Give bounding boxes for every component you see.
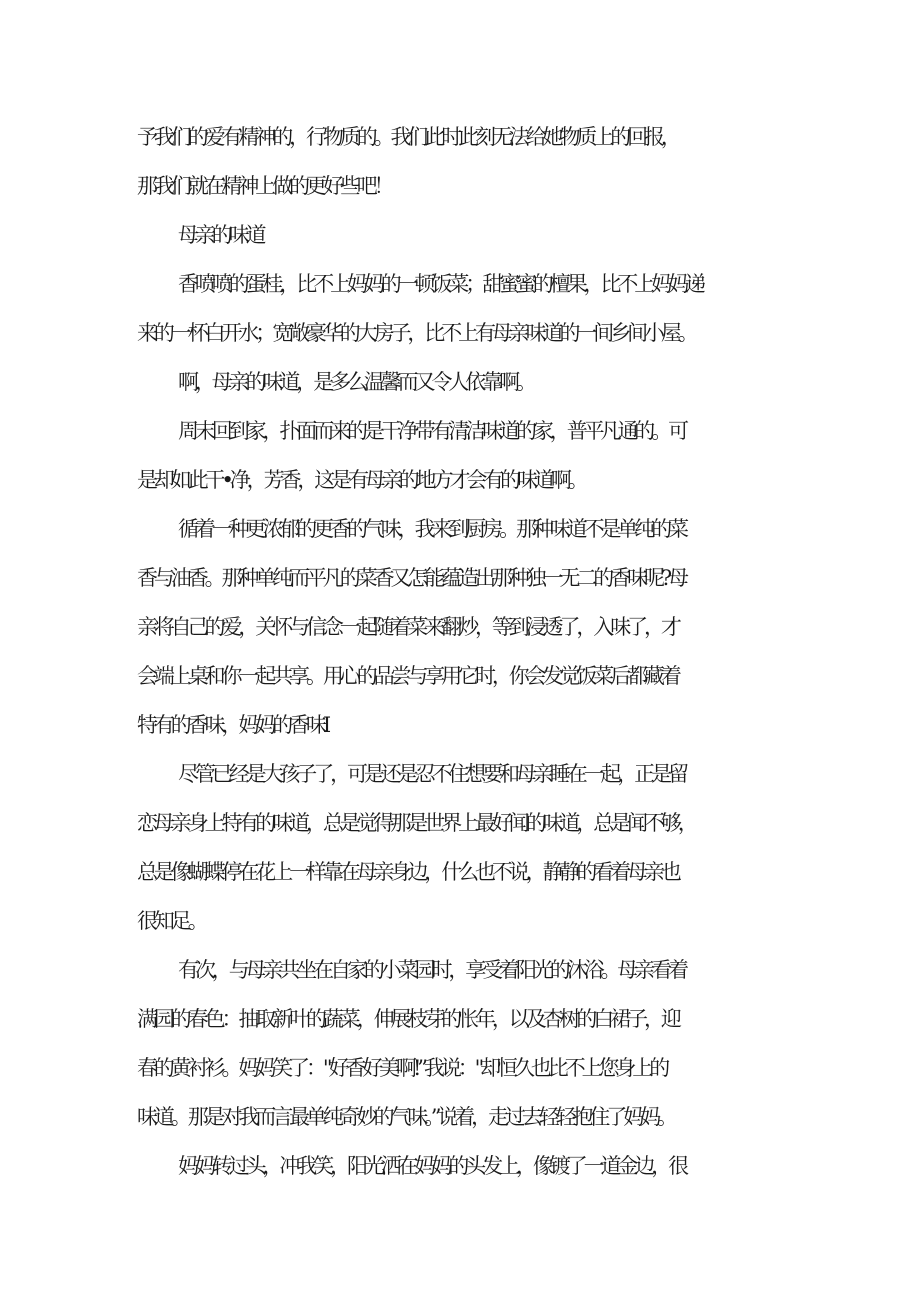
text-line: 周末回到家，扑面而来的是干净带有清洁味道的家，普平凡通的。可 (178, 419, 685, 443)
text-line: 亲将自己的爱，关怀与信念一起随着菜来翻炒，等到浸透了，入味了，才 (137, 615, 678, 639)
text-line: 是却如此干•净，芳香，这是有母亲的地方才会有的味道啊。 (137, 468, 585, 492)
text-line: 尽管已经是大孩子了，可是还是忍不住想要和母亲睡在一起，正是留 (178, 762, 685, 786)
text-line: 予我们的爱有精神的，行物质的。我们此时此刻无法给她物质上的回报， (137, 125, 678, 149)
text-line: 香喷喷的蛋桂，比不上妈妈的一顿饭菜；甜蜜蜜的檀果，比不上妈妈递 (178, 272, 702, 296)
text-line: 总是像蝴蝶停在花上一样靠在母亲身边，什么也不说，静静的看着母亲也 (137, 860, 678, 884)
text-line: 妈妈转过头，冲我笑，阳光洒在妈妈的头发上，像镀了一道金边，很 (178, 1154, 685, 1178)
text-line: 有次，与母亲共坐在自家的小菜园时，享受着阳光的沐浴。母亲看着 (178, 958, 685, 982)
text-line: 春的黄衬衫。妈妈笑了："好香好美啊!”我说："却恒久也比不上您身上的 (137, 1056, 667, 1080)
text-line: 循着一种更浓郁的更香的气味，我来到厨房。那种味道不是单纯的菜 (178, 517, 685, 541)
text-line: 满园的春色：抽取新叶的蔬菜，伸展枝芽的怅年，以及杏树的白裙子，迎 (137, 1007, 678, 1031)
text-line: 香与油香。那种单纯而平凡的菜香又怎能蕴造出那种独一无二的香味呢?母 (137, 566, 685, 590)
text-line: 啊，母亲的味道，是多么温馨而又令人依靠啊。 (178, 370, 533, 394)
text-line: 那我们就在精神上做的更好些吧！ (137, 174, 391, 198)
text-line: 来的一杯白开水；宽敞豪华的大房子，比不上有母亲味道的一间乡间小屋。 (137, 321, 695, 345)
text-line: 特有的香味，妈妈的香味I (137, 713, 328, 737)
text-line: 恋母亲身上特有的味道，总是觉得那是世界上最好闻的味道，总是闻不够， (137, 811, 695, 835)
text-line: 会端上桌和你一起共享。用心的品尝与享用它时，你会发觉饭菜后都藏着 (137, 664, 678, 688)
section-heading: 母亲的味道 (178, 223, 263, 247)
text-line: 很知足。 (137, 909, 205, 933)
text-line: 味道。那是对我而言最单纯奇妙的气味。”说着，走过去轻轻抱住了妈妈。 (137, 1105, 674, 1129)
